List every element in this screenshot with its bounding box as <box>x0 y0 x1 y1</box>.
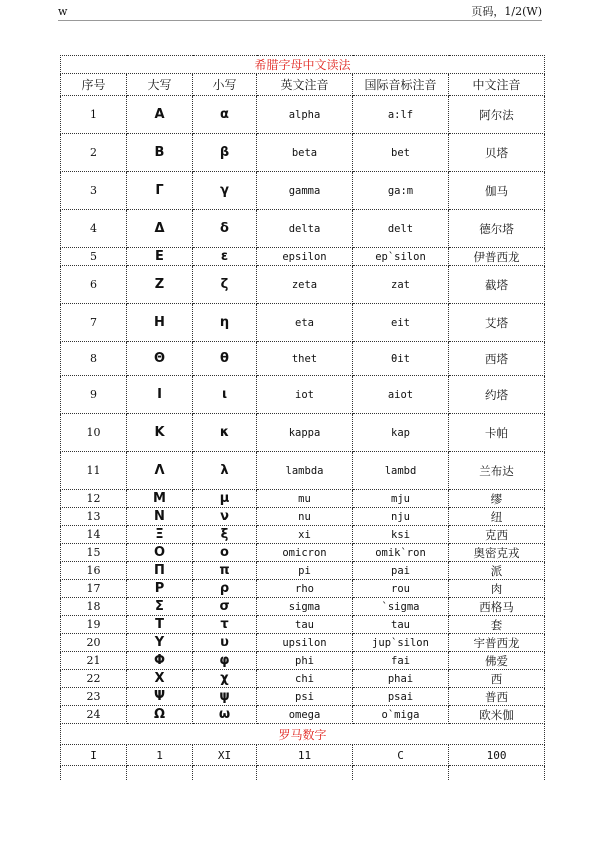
roman-cell: I <box>61 745 127 766</box>
table-row <box>61 134 545 172</box>
cell-lo: χ <box>193 670 257 688</box>
table-row <box>61 562 545 580</box>
table-row <box>61 96 545 134</box>
cell-lo: ρ <box>193 580 257 598</box>
cell-n: 19 <box>61 616 127 634</box>
column-header: 序号 <box>61 74 127 96</box>
cell-en: upsilon <box>257 634 353 652</box>
page-number: 页码，1/2(W) <box>471 5 542 18</box>
table-header-row <box>61 74 545 96</box>
table-row <box>61 414 545 452</box>
table-row <box>61 376 545 414</box>
cell-en: delta <box>257 210 353 248</box>
cell-en: tau <box>257 616 353 634</box>
header-rule <box>58 20 542 21</box>
cell-cn: 奥密克戎 <box>449 544 545 562</box>
cell-n: 17 <box>61 580 127 598</box>
table-row <box>61 342 545 376</box>
cell-cn: 卡帕 <box>449 414 545 452</box>
cell-up: Δ <box>127 210 193 248</box>
cell-ipa: jup`silon <box>353 634 449 652</box>
cell-n: 11 <box>61 452 127 490</box>
cell-en: sigma <box>257 598 353 616</box>
cell-en: alpha <box>257 96 353 134</box>
cell-ipa: rou <box>353 580 449 598</box>
cell-up: Κ <box>127 414 193 452</box>
cell-n: 1 <box>61 96 127 134</box>
cell-lo: θ <box>193 342 257 376</box>
cell-ipa: mju <box>353 490 449 508</box>
cell-en: lambda <box>257 452 353 490</box>
cell-lo: ε <box>193 248 257 266</box>
cell-up: Ν <box>127 508 193 526</box>
cell-up: Χ <box>127 670 193 688</box>
cell-lo: σ <box>193 598 257 616</box>
column-header: 中文注音 <box>449 74 545 96</box>
table-row <box>61 670 545 688</box>
cell-lo: υ <box>193 634 257 652</box>
table-row <box>61 490 545 508</box>
cell-en: mu <box>257 490 353 508</box>
table-row <box>61 652 545 670</box>
cell-n: 13 <box>61 508 127 526</box>
cell-en: kappa <box>257 414 353 452</box>
cell-ipa: pai <box>353 562 449 580</box>
cell-up: Λ <box>127 452 193 490</box>
cell-up: Μ <box>127 490 193 508</box>
table-row <box>61 544 545 562</box>
cell-cn: 克西 <box>449 526 545 544</box>
roman-numerals-title: 罗马数字 <box>61 724 545 745</box>
cell-up: Τ <box>127 616 193 634</box>
cell-up: Ψ <box>127 688 193 706</box>
cell-up: Φ <box>127 652 193 670</box>
roman-cell: 1 <box>127 745 193 766</box>
empty-cell <box>61 766 127 781</box>
cell-lo: ι <box>193 376 257 414</box>
cell-ipa: o`miga <box>353 706 449 724</box>
column-header: 小写 <box>193 74 257 96</box>
cell-lo: β <box>193 134 257 172</box>
cell-n: 16 <box>61 562 127 580</box>
cell-n: 10 <box>61 414 127 452</box>
column-header: 英文注音 <box>257 74 353 96</box>
cell-ipa: omik`ron <box>353 544 449 562</box>
cell-n: 18 <box>61 598 127 616</box>
cell-up: Ι <box>127 376 193 414</box>
cell-up: Π <box>127 562 193 580</box>
cell-en: thet <box>257 342 353 376</box>
cell-cn: 缪 <box>449 490 545 508</box>
table-title: 希腊字母中文读法 <box>61 56 545 74</box>
cell-n: 5 <box>61 248 127 266</box>
cell-en: eta <box>257 304 353 342</box>
cell-n: 2 <box>61 134 127 172</box>
cell-ipa: a:lf <box>353 96 449 134</box>
table-row <box>61 526 545 544</box>
cell-ipa: ga:m <box>353 172 449 210</box>
table-row <box>61 580 545 598</box>
cell-up: Ω <box>127 706 193 724</box>
cell-up: Ο <box>127 544 193 562</box>
cell-ipa: bet <box>353 134 449 172</box>
table-row <box>61 634 545 652</box>
table-row <box>61 304 545 342</box>
cell-en: xi <box>257 526 353 544</box>
table-row <box>61 688 545 706</box>
cell-cn: 派 <box>449 562 545 580</box>
cell-lo: η <box>193 304 257 342</box>
cell-ipa: fai <box>353 652 449 670</box>
cell-cn: 伽马 <box>449 172 545 210</box>
cell-n: 20 <box>61 634 127 652</box>
cell-cn: 佛爱 <box>449 652 545 670</box>
cell-n: 12 <box>61 490 127 508</box>
cell-lo: δ <box>193 210 257 248</box>
cell-en: gamma <box>257 172 353 210</box>
cell-lo: φ <box>193 652 257 670</box>
table-row <box>61 266 545 304</box>
cell-lo: ω <box>193 706 257 724</box>
cell-n: 22 <box>61 670 127 688</box>
cell-ipa: nju <box>353 508 449 526</box>
cell-ipa: eit <box>353 304 449 342</box>
cell-up: Γ <box>127 172 193 210</box>
cell-lo: ο <box>193 544 257 562</box>
cell-up: Ξ <box>127 526 193 544</box>
cell-cn: 约塔 <box>449 376 545 414</box>
roman-cell: XI <box>193 745 257 766</box>
cell-up: Β <box>127 134 193 172</box>
cell-up: Σ <box>127 598 193 616</box>
cell-cn: 欧米伽 <box>449 706 545 724</box>
cell-en: zeta <box>257 266 353 304</box>
header-left: w <box>58 5 68 18</box>
cell-ipa: ep`silon <box>353 248 449 266</box>
cell-cn: 普西 <box>449 688 545 706</box>
cell-up: Ζ <box>127 266 193 304</box>
cell-en: nu <box>257 508 353 526</box>
cell-n: 3 <box>61 172 127 210</box>
cell-cn: 兰布达 <box>449 452 545 490</box>
cell-ipa: tau <box>353 616 449 634</box>
cell-cn: 肉 <box>449 580 545 598</box>
cell-cn: 西塔 <box>449 342 545 376</box>
cell-lo: ν <box>193 508 257 526</box>
cell-en: omicron <box>257 544 353 562</box>
cell-cn: 贝塔 <box>449 134 545 172</box>
cell-en: iot <box>257 376 353 414</box>
cell-en: omega <box>257 706 353 724</box>
cell-en: beta <box>257 134 353 172</box>
cell-ipa: delt <box>353 210 449 248</box>
cell-n: 9 <box>61 376 127 414</box>
cell-up: Η <box>127 304 193 342</box>
cell-n: 7 <box>61 304 127 342</box>
cell-cn: 纽 <box>449 508 545 526</box>
table-row <box>61 706 545 724</box>
cell-ipa: psai <box>353 688 449 706</box>
column-header: 国际音标注音 <box>353 74 449 96</box>
cell-en: pi <box>257 562 353 580</box>
cell-cn: 德尔塔 <box>449 210 545 248</box>
table-row <box>61 616 545 634</box>
roman-row <box>61 745 545 766</box>
cell-lo: α <box>193 96 257 134</box>
table-row <box>61 508 545 526</box>
cell-n: 4 <box>61 210 127 248</box>
roman-cell: C <box>353 745 449 766</box>
cell-ipa: zat <box>353 266 449 304</box>
empty-cell <box>449 766 545 781</box>
cell-ipa: kap <box>353 414 449 452</box>
cell-lo: μ <box>193 490 257 508</box>
cell-en: phi <box>257 652 353 670</box>
table-row <box>61 598 545 616</box>
cell-lo: λ <box>193 452 257 490</box>
cell-cn: 艾塔 <box>449 304 545 342</box>
cell-up: Θ <box>127 342 193 376</box>
cell-lo: π <box>193 562 257 580</box>
empty-cell <box>193 766 257 781</box>
cell-up: Υ <box>127 634 193 652</box>
cell-lo: ψ <box>193 688 257 706</box>
cell-cn: 伊普西龙 <box>449 248 545 266</box>
cell-en: epsilon <box>257 248 353 266</box>
cell-n: 6 <box>61 266 127 304</box>
column-header: 大写 <box>127 74 193 96</box>
cell-up: Ρ <box>127 580 193 598</box>
empty-cell <box>257 766 353 781</box>
cell-en: psi <box>257 688 353 706</box>
cell-en: chi <box>257 670 353 688</box>
cell-n: 8 <box>61 342 127 376</box>
cell-cn: 西格马 <box>449 598 545 616</box>
table-continuation <box>61 766 545 781</box>
cell-ipa: `sigma <box>353 598 449 616</box>
empty-cell <box>353 766 449 781</box>
cell-lo: ξ <box>193 526 257 544</box>
roman-cell: 100 <box>449 745 545 766</box>
cell-ipa: aiot <box>353 376 449 414</box>
cell-ipa: phai <box>353 670 449 688</box>
cell-ipa: ksi <box>353 526 449 544</box>
cell-n: 14 <box>61 526 127 544</box>
cell-cn: 套 <box>449 616 545 634</box>
greek-alphabet-table <box>60 55 545 780</box>
roman-cell: 11 <box>257 745 353 766</box>
cell-cn: 宇普西龙 <box>449 634 545 652</box>
cell-n: 15 <box>61 544 127 562</box>
cell-cn: 截塔 <box>449 266 545 304</box>
cell-lo: γ <box>193 172 257 210</box>
cell-ipa: θit <box>353 342 449 376</box>
table-row <box>61 248 545 266</box>
cell-cn: 西 <box>449 670 545 688</box>
cell-up: Ε <box>127 248 193 266</box>
cell-up: Α <box>127 96 193 134</box>
cell-n: 21 <box>61 652 127 670</box>
cell-lo: κ <box>193 414 257 452</box>
table-row <box>61 210 545 248</box>
table-row <box>61 172 545 210</box>
cell-en: rho <box>257 580 353 598</box>
cell-lo: τ <box>193 616 257 634</box>
cell-n: 23 <box>61 688 127 706</box>
table-row <box>61 452 545 490</box>
cell-cn: 阿尔法 <box>449 96 545 134</box>
cell-ipa: lambd <box>353 452 449 490</box>
cell-n: 24 <box>61 706 127 724</box>
cell-lo: ζ <box>193 266 257 304</box>
empty-cell <box>127 766 193 781</box>
